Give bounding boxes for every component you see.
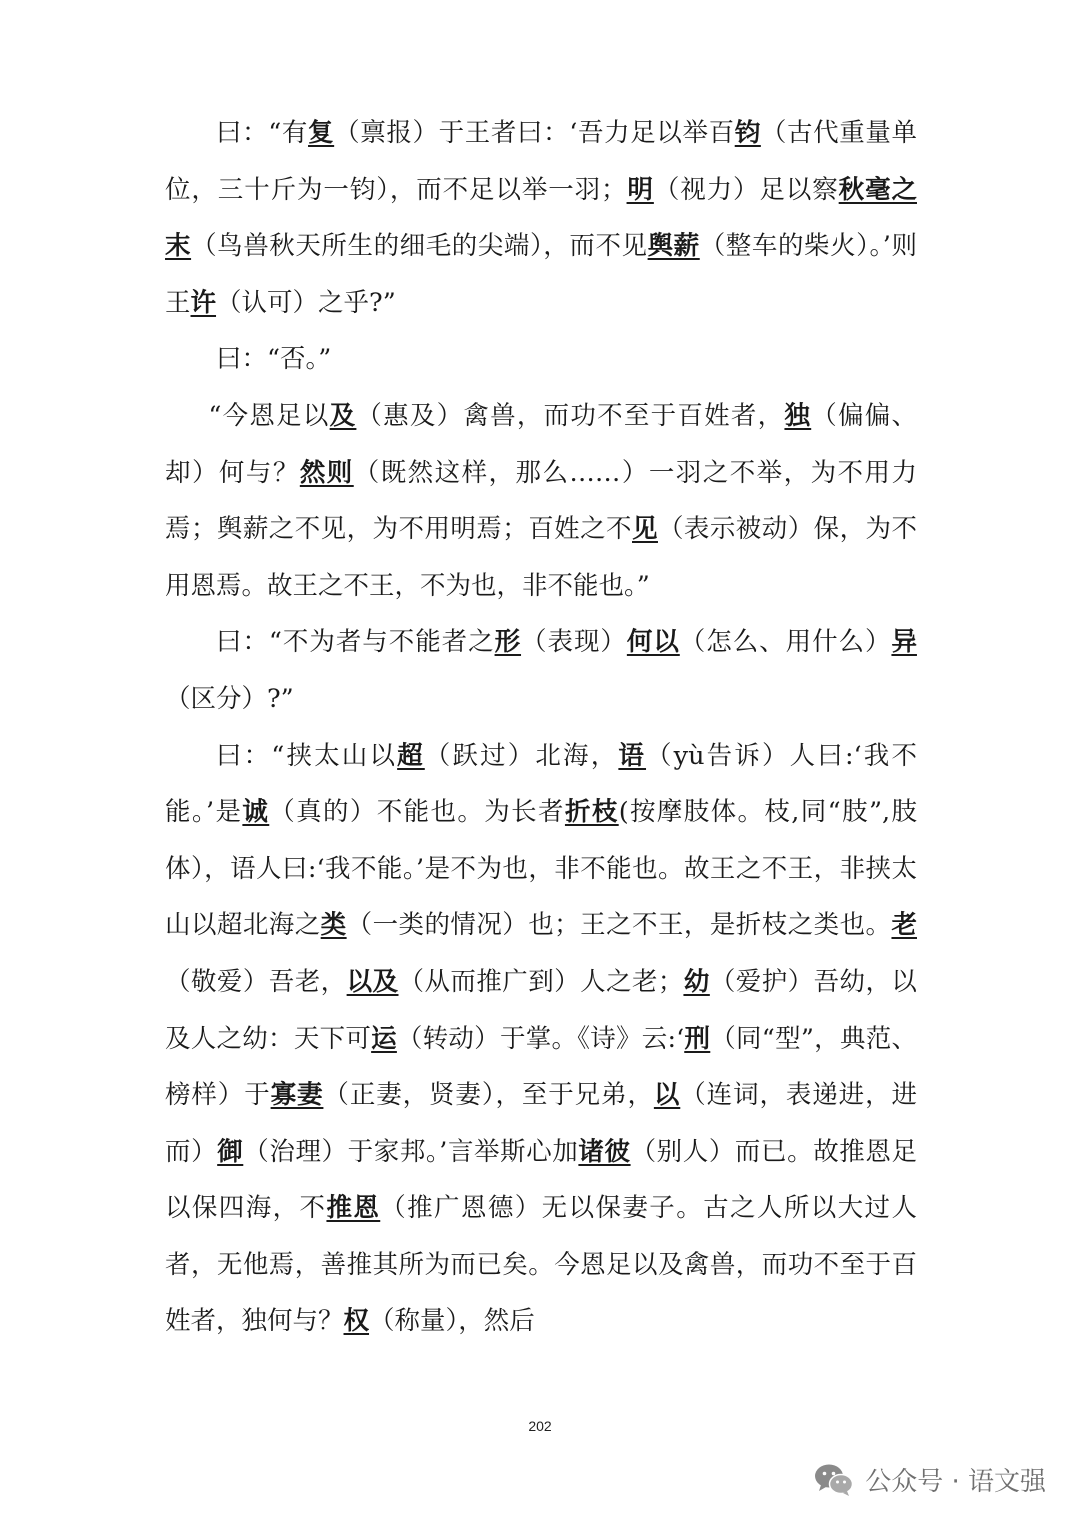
key-term: 何以 (626, 627, 680, 658)
key-term: 然则 (299, 457, 354, 488)
key-term: 见 (632, 514, 658, 545)
text-run: （推广恩德）无以保妻子。古之人所以大过人者，无他焉，善推其所为而已矣。今恩足以及禽兽，而功不至于百姓者，独何与？ (165, 1193, 917, 1337)
text-run: （既然这样，那么……）一羽之不举，为不用力焉；舆薪之不见，为不用明焉；百姓之不 (165, 457, 917, 545)
key-term: 折枝 (564, 797, 619, 828)
key-term: 异 (891, 627, 917, 658)
key-term: 运 (371, 1023, 397, 1054)
key-term: 推恩 (326, 1193, 381, 1224)
text-run: 曰：“否。” (216, 344, 332, 375)
key-term: 超 (397, 740, 425, 771)
key-term: 老 (891, 910, 917, 941)
text-run: （正妻，贤妻），至于兄弟， (323, 1080, 654, 1111)
text-run: （同“型”，典范、榜样）于 (165, 1023, 917, 1111)
text-run: （治理）于家邦。’言举斯心加 (243, 1136, 579, 1167)
text-run: （连词，表递进，进而） (165, 1080, 917, 1167)
text-run: （怎么、用什么） (679, 627, 892, 658)
text-run: （爱护）吾幼，以及人之幼：天下可 (165, 966, 917, 1054)
text-run: （称量），然后 (369, 1306, 535, 1337)
text-run: （跃过）北海， (424, 740, 619, 771)
text-run: （从而推广到）人之老； (398, 966, 684, 997)
text-run: (按摩肢体。枝,同“肢”,肢体），语人曰:‘我不能。’是不为也，非不能也。故王之不王，非挟太山以超北海之 (165, 797, 917, 941)
text-run: （yù告诉）人曰:‘我不能。’是 (165, 740, 917, 828)
text-run: （表示被动）保，为不用恩焉。故王之不王，不为也，非不能也。” (165, 514, 917, 601)
key-term: 形 (494, 627, 522, 658)
key-term: 御 (217, 1136, 244, 1167)
text-run: （惠及）禽兽，而功不至于百姓者， (356, 400, 785, 431)
text-run: （区分）?” (165, 683, 294, 714)
text-run: （一类的情况）也；王之不王，是折枝之类也。 (346, 910, 892, 941)
text-run: 曰：“挟太山以 (216, 740, 398, 771)
watermark-text: 公众号 · 语文强 (865, 1467, 1046, 1497)
key-term: 诚 (242, 797, 270, 828)
key-term: 类 (320, 910, 347, 941)
key-term: 舆薪 (647, 231, 700, 262)
text-run: “今恩足以 (208, 400, 330, 431)
key-term: 幼 (683, 966, 710, 997)
text-run: （认可）之乎?” (216, 287, 396, 318)
key-term: 权 (343, 1306, 370, 1337)
key-term: 诸彼 (578, 1136, 631, 1167)
key-term: 语 (618, 740, 647, 771)
paragraph-4 (165, 614, 917, 727)
key-term: 独 (784, 400, 812, 431)
text-run: （表现） (521, 627, 627, 658)
text-run: 曰：“不为者与不能者之 (216, 627, 495, 658)
key-term: 寡妻 (270, 1080, 324, 1111)
paragraph-3 (165, 388, 917, 614)
watermark (813, 1461, 1046, 1498)
key-term: 许 (190, 287, 217, 318)
text-run: 曰：“有 (216, 118, 309, 148)
key-term: 以 (653, 1080, 681, 1111)
text-run: （别人）而已。故推恩足以保四海，不 (165, 1136, 917, 1224)
key-term: 钧 (734, 118, 761, 148)
key-term: 复 (308, 118, 335, 148)
key-term: 明 (626, 174, 654, 205)
page-body (165, 105, 917, 1350)
text-run: （古代重量单位，三十斤为一钧），而不足以举一羽； (165, 118, 917, 205)
paragraph-1 (165, 105, 917, 331)
text-run: （真的）不能也。为长者 (269, 797, 565, 828)
key-term: 刑 (684, 1023, 711, 1054)
paragraph-5 (165, 728, 917, 1351)
wechat-icon (813, 1462, 855, 1498)
text-run: （整车的柴火）。’则王 (165, 231, 917, 318)
text-run: （鸟兽秋天所生的细毛的尖端），而不见 (191, 231, 648, 262)
text-run: （敬爱）吾老， (165, 966, 347, 997)
key-term: 秋毫之末 (165, 174, 917, 262)
paragraph-2 (165, 331, 917, 388)
page-number: 202 (528, 1418, 552, 1434)
text-run: （禀报）于王者曰：‘吾力足以举百 (334, 118, 735, 148)
key-term: 及 (329, 400, 357, 431)
key-term: 以及 (346, 966, 399, 997)
text-run: （转动）于掌。《诗》云:‘ (396, 1023, 685, 1054)
text-run: （偏偏、却）何与？ (165, 400, 917, 488)
text-run: （视力）足以察 (653, 174, 839, 205)
